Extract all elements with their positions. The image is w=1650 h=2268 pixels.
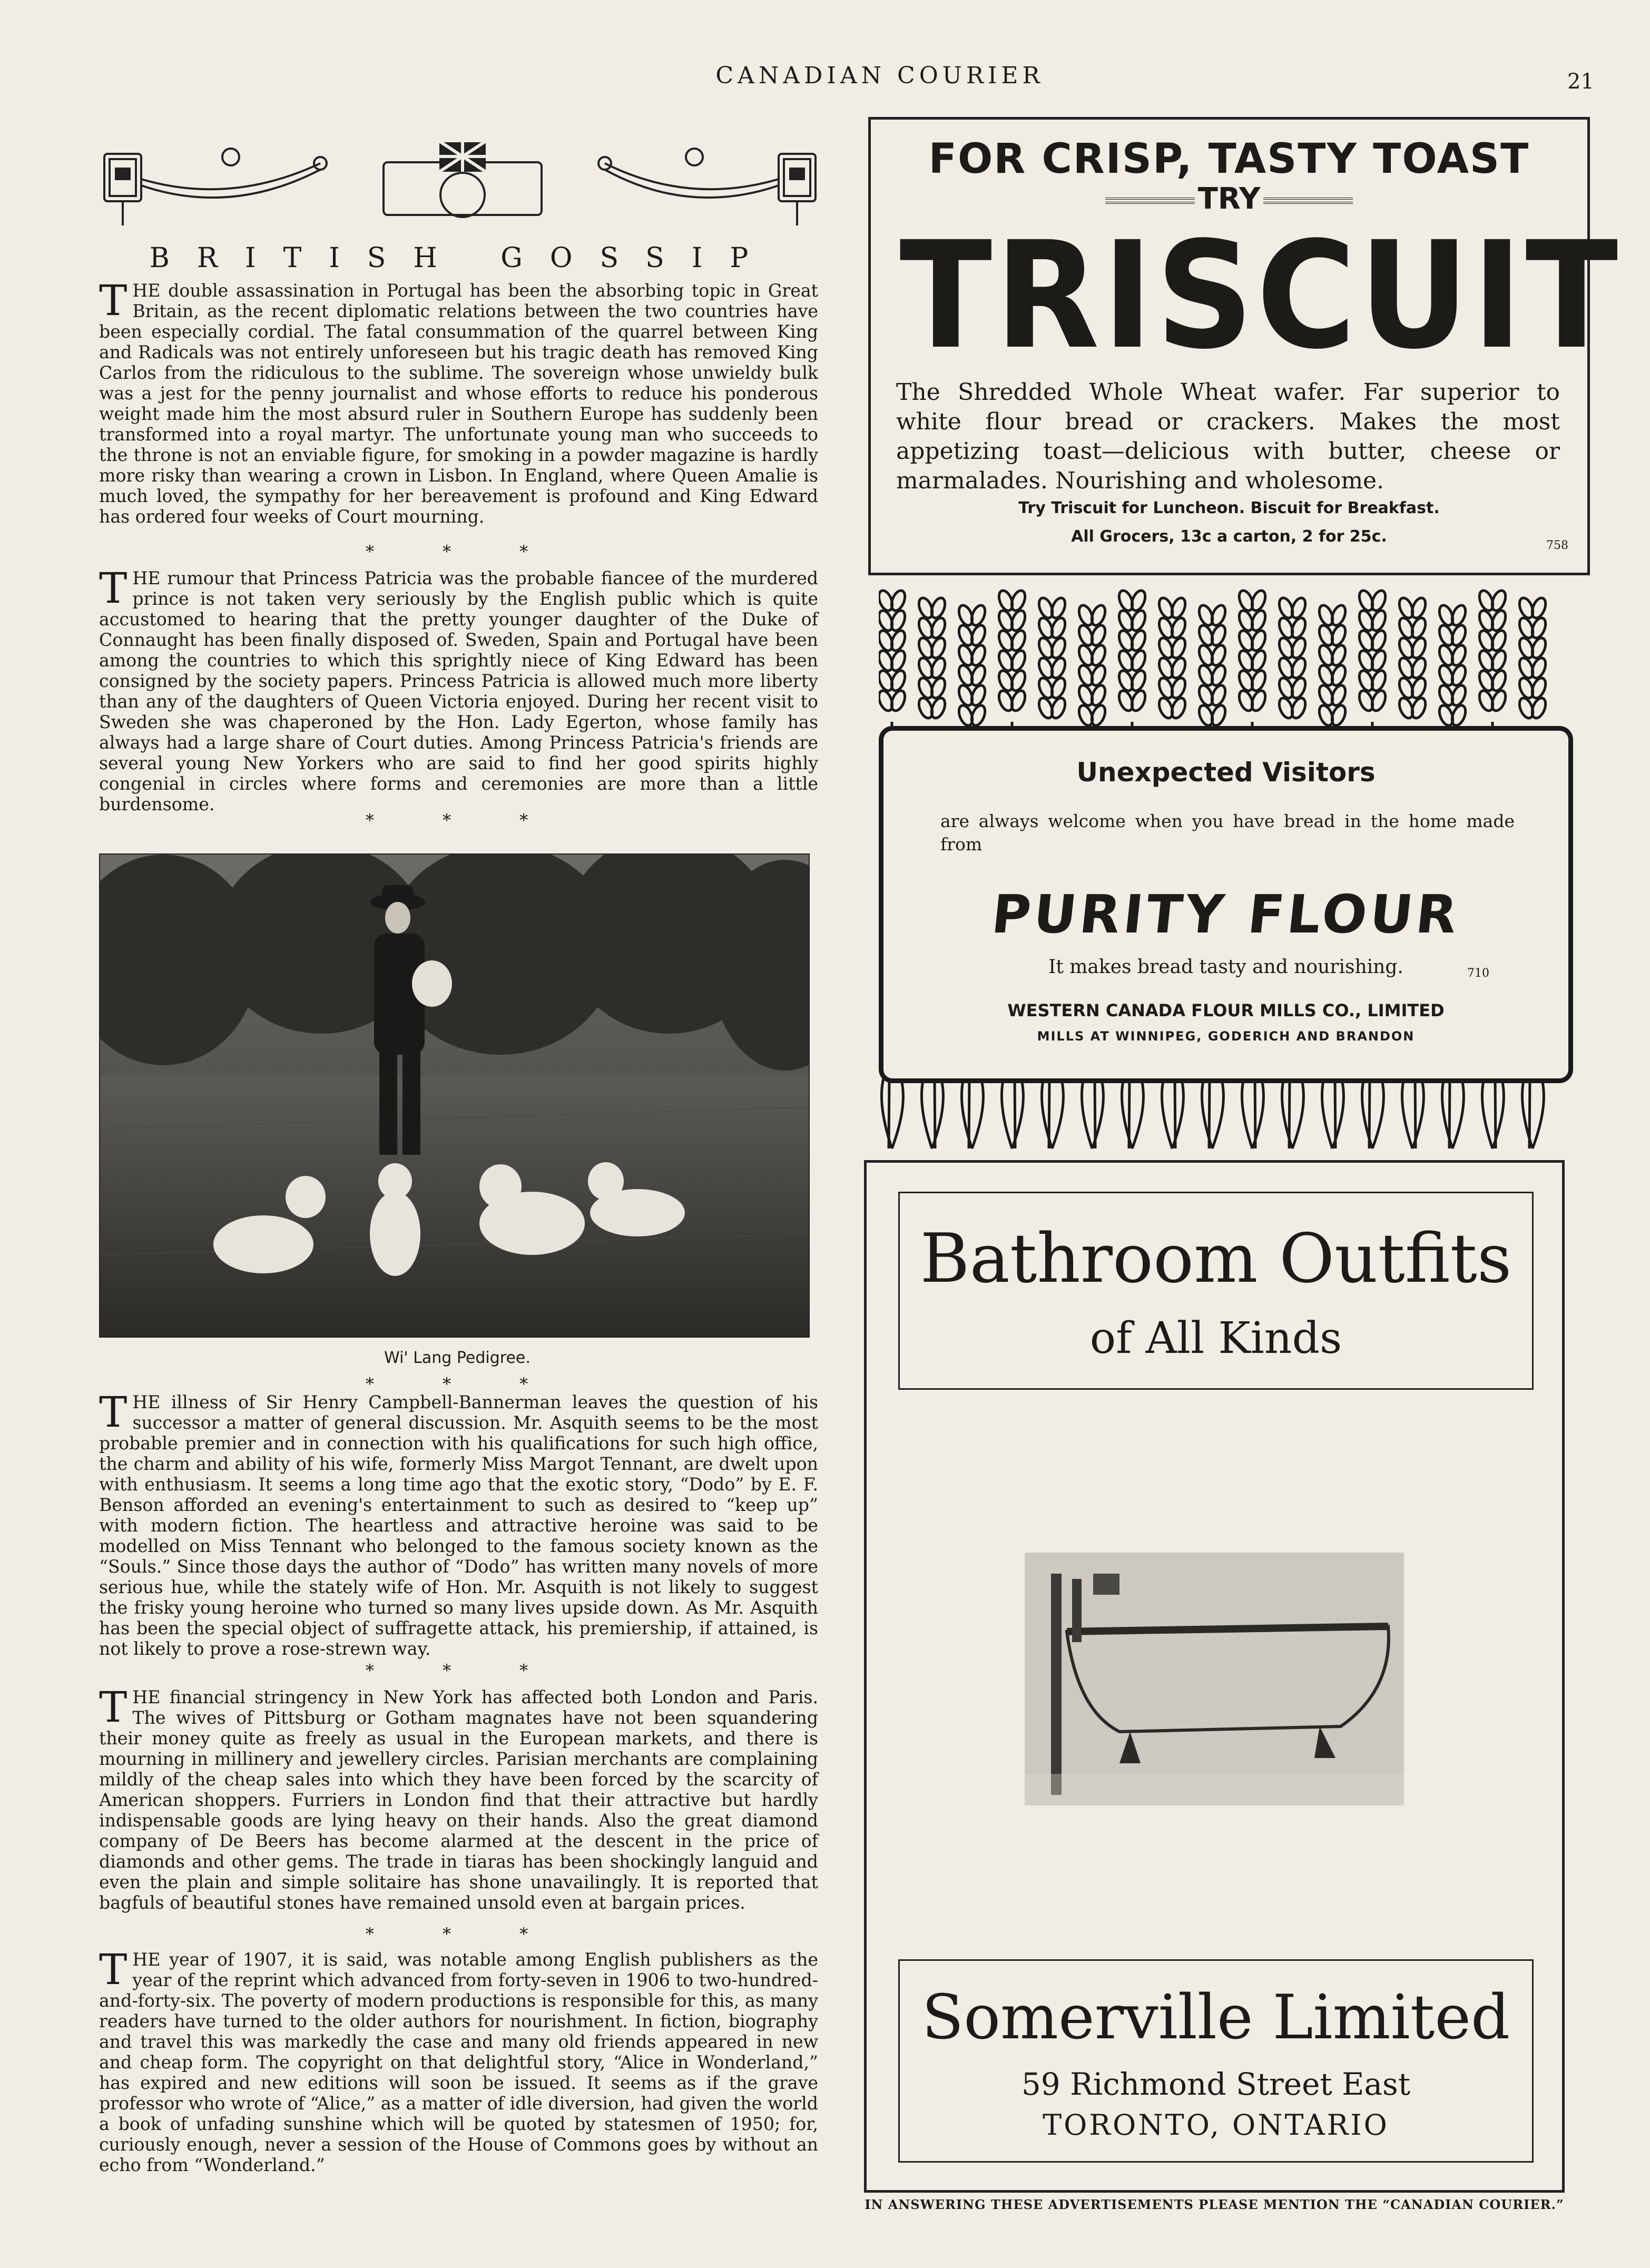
article-column bbox=[94, 142, 831, 2186]
article-text: HE year of 1907, it is said, was notable among English publishers as the year of the reprint which advanced from forty-seven in 1906 to two-hundred-and-forty-six. The poverty of modern productions is responsible for this, as many readers have turned to the older authors for nourishment. In fiction, biography and travel this was markedly the case and many old friends appeared in new and cheap form. The copyright on that delightful story, “Alice in Wonderland,” has expired and new editions will soon be issued. It seems as if the grave professor who wrote of “Alice,” as a matter of idle diversion, had given the world a book of unfading sunshine which will be quoted by statesmen of 1950; for, curiously enough, never a session of the House of Commons goes by without an echo from “Wonderland.” bbox=[99, 1949, 818, 2175]
article-text: HE illness of Sir Henry Campbell-Bannerman leaves the question of his successor a matter of general discussion. Mr. Asquith seems to be the most probable premier and in connection with his qualifications for such high office, the charm and ability of his wife, formerly Miss Margot Tennant, are dwelt upon with enthusiasm. It seems a long time ago that the exotic story, “Dodo” by E. F. Benson afforded an evening's entertainment to such as desired to “keep up” with modern fiction. The heartless and attractive heroine was said to be modelled on Miss Tennant who belonged to the famous society known as the “Souls.” Since those days the author of “Dodo” has written many novels of more serious hue, while the stately wife of Hon. Mr. Asquith is not likely to suggest the frisky young heroine who turned so many lives upside down. As Mr. Asquith has been the special object of suffragette attack, his premiership, if attained, is not likely to prove a rose-strewn way. bbox=[99, 1392, 818, 1659]
somerville-ad bbox=[864, 1160, 1565, 2193]
page-number: 21 bbox=[1567, 70, 1594, 94]
purity-mills: MILLS AT WINNIPEG, GODERICH AND BRANDON bbox=[1037, 1029, 1415, 1044]
triscuit-headline: FOR CRISP, TASTY TOAST bbox=[928, 135, 1530, 183]
article-text: HE rumour that Princess Patricia was the probable fiancee of the murdered prince is not taken very seriously by the English public which is quite accustomed to hearing that the pretty younger daughter of the Duke of Connaught has been finally disposed of. Sweden, Spain and Portugal have been among the countries to which this sprightly niece of King Edward has been consigned by the society papers. Princess Patricia is allowed much more liberty than any of the daughters of Queen Victoria enjoyed. During her recent visit to Sweden she was chaperoned by the Hon. Lady Egerton, whose family has always had a large share of Court duties. Among Princess Patricia's friends are several young New Yorkers who are said to find her good spirits highly congenial in circles where forms and ceremonies are more than a little burdensome. bbox=[99, 568, 818, 814]
somerville-street: 59 Richmond Street East bbox=[1021, 2066, 1411, 2102]
purity-title: Unexpected Visitors bbox=[1076, 757, 1376, 788]
running-head: CANADIAN COURIER bbox=[715, 62, 1044, 89]
bathroom-title: Bathroom Outfits bbox=[920, 1220, 1512, 1298]
article-5 bbox=[99, 1945, 818, 2175]
separator: * * * bbox=[365, 542, 560, 562]
drop-cap: T bbox=[99, 1388, 127, 1437]
photo-image bbox=[100, 855, 809, 1337]
purity-company: WESTERN CANADA FLOUR MILLS CO., LIMITED bbox=[1007, 1000, 1445, 1020]
purity-text: are always welcome when you have bread in the home made from bbox=[940, 811, 1515, 855]
purity-tagline: It makes bread tasty and nourishing. bbox=[1048, 956, 1403, 978]
triscuit-price-line: All Grocers, 13c a carton, 2 for 25c. bbox=[1071, 527, 1387, 546]
separator: * * * bbox=[365, 1374, 560, 1394]
drop-cap: T bbox=[99, 1683, 127, 1732]
photo-caption: Wi' Lang Pedigree. bbox=[384, 1349, 531, 1367]
purity-flour-panel bbox=[879, 726, 1573, 1083]
drop-cap: T bbox=[99, 276, 127, 325]
separator: * * * bbox=[365, 810, 560, 830]
triscuit-body: The Shredded Whole Wheat wafer. Far superior to white flour bread or crackers. Makes the most appetizing toast—delicious with butter, cheese or marmalades. Nourishing and wholesome. bbox=[896, 379, 1560, 494]
triscuit-ad-number: 758 bbox=[1546, 539, 1568, 552]
triscuit-try-text: TRY bbox=[1197, 182, 1261, 216]
triscuit-brand: TRISCUIT bbox=[899, 210, 1621, 382]
purity-ad-number: 710 bbox=[1467, 967, 1489, 980]
article-text: HE double assassination in Portugal has been the absorbing topic in Great Britain, as the recent diplomatic relations between the two countries have been especially cordial. The fatal consummation of the quarrel between King and Radicals was not entirely unforeseen but his tragic death has removed King Carlos from the ridiculous to the sublime. The sovereign whose unwieldy bulk was a jest for the penny journalist and whose efforts to reduce his ponderous weight made him the most absurd ruler in Southern Europe has suddenly been transformed into a royal martyr. The unfortunate young man who succeeds to the throne is not an enviable figure, for smoking in a powder magazine is hardly more risky than wearing a crown in Lisbon. In England, where Queen Amalie is much loved, the sympathy for her bereavement is profound and King Edward has ordered four weeks of Court mourning. bbox=[99, 280, 818, 527]
bathroom-heading-box bbox=[898, 1192, 1534, 1390]
article-1 bbox=[99, 276, 818, 527]
drop-cap: T bbox=[99, 564, 127, 613]
somerville-city: TORONTO, ONTARIO bbox=[1043, 2108, 1389, 2142]
somerville-address-box bbox=[898, 1959, 1534, 2163]
triscuit-meal-line: Try Triscuit for Luncheon. Biscuit for Breakfast. bbox=[1018, 499, 1440, 517]
article-text: HE financial stringency in New York has affected both London and Paris. The wives of Pittsburg or Gotham magnates have not been squandering their money quite as freely as usual in the European markets, and there is mourning in millinery and jewellery circles. Parisian merchants are complaining mildly of the cheap sales into which they have been forced by the scarcity of American shoppers. Furriers in London find that their attractive but hardly indispensable goods are lying heavy on their hands. Also the great diamond company of De Beers has become alarmed at the descent in the price of diamonds and other gems. The trade in tiaras has been shockingly languid and even the plain and simple solitaire has shone unavailingly. It is reported that bagfuls of beautiful stones have remained unsold even at bargain prices. bbox=[99, 1687, 818, 1913]
section-title: BRITISH GOSSIP bbox=[149, 242, 776, 274]
article-4 bbox=[99, 1683, 818, 1913]
separator: * * * bbox=[365, 1661, 560, 1681]
bathtub-illustration bbox=[1025, 1553, 1404, 1805]
separator: * * * bbox=[365, 1924, 560, 1944]
footer-note: IN ANSWERING THESE ADVERTISEMENTS PLEASE MENTION THE “CANADIAN COURIER.” bbox=[865, 2197, 1564, 2212]
triscuit-ad bbox=[868, 117, 1621, 575]
article-3 bbox=[99, 1388, 818, 1659]
drop-cap: T bbox=[99, 1945, 127, 1994]
article-2 bbox=[99, 564, 818, 814]
purity-flour-ad bbox=[879, 585, 1574, 1154]
bathroom-subtitle: of All Kinds bbox=[1089, 1313, 1342, 1363]
somerville-name: Somerville Limited bbox=[921, 1982, 1510, 2053]
decorative-banner bbox=[99, 142, 826, 237]
photo-man-with-terriers bbox=[99, 853, 810, 1338]
purity-brand: PURITY FLOUR bbox=[988, 883, 1464, 945]
